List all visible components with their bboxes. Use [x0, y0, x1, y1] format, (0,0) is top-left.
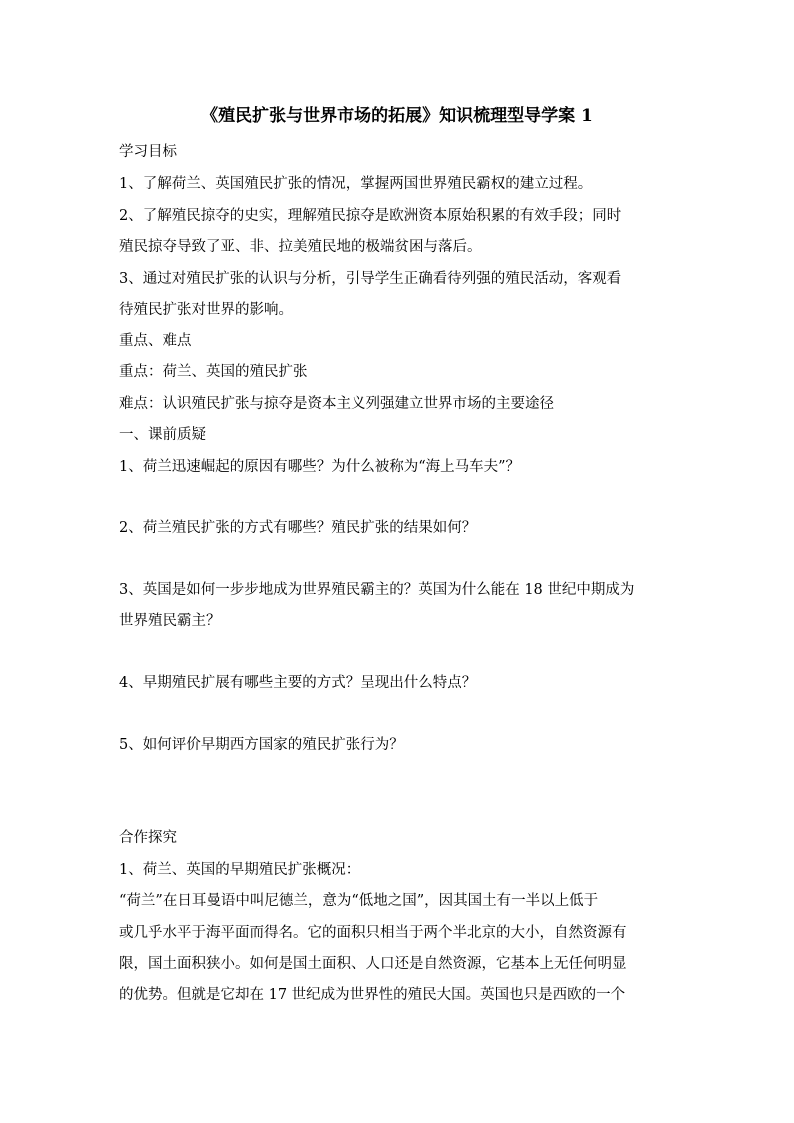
difficult-point: 难点：认识殖民扩张与掠夺是资本主义列强建立世界市场的主要途径: [119, 396, 554, 412]
objective-item-3-line-1: 3、通过对殖民扩张的认识与分析，引导学生正确看待列强的殖民活动，客观看: [119, 271, 622, 287]
inquiry-subheading: 1、荷兰、英国的早期殖民扩张概况：: [119, 862, 361, 878]
objective-item-1: 1、了解荷兰、英国殖民扩张的情况，掌握两国世界殖民霸权的建立过程。: [119, 176, 593, 192]
objective-item-2-line-2: 殖民掠夺导致了亚、非、拉美殖民地的极端贫困与落后。: [119, 239, 482, 255]
objectives-heading: 学习目标: [119, 144, 177, 160]
inquiry-paragraph-line-4: 的优势。但就是它却在 17 世纪成为世界性的殖民大国。英国也只是西欧的一个: [119, 987, 626, 1003]
preview-question-5: 5、如何评价早期西方国家的殖民扩张行为？: [119, 737, 404, 753]
inquiry-paragraph-line-3: 限，国土面积狭小。如何是国土面积、人口还是自然资源，它基本上无任何明显: [119, 956, 627, 972]
inquiry-paragraph-line-1: “荷兰”在日耳曼语中叫尼德兰，意为“低地之国”，因其国土有一半以上低于: [119, 893, 599, 909]
key-points-heading: 重点、难点: [119, 333, 192, 349]
preview-question-2: 2、荷兰殖民扩张的方式有哪些？殖民扩张的结果如何？: [119, 520, 477, 536]
preview-heading: 一、课前质疑: [119, 427, 206, 443]
preview-question-3-line-1: 3、英国是如何一步步地成为世界殖民霸主的？英国为什么能在 18 世纪中期成为: [119, 582, 635, 598]
objective-item-2-line-1: 2、了解殖民掠夺的史实，理解殖民掠夺是欧洲资本原始积累的有效手段；同时: [119, 208, 622, 224]
objective-item-3-line-2: 待殖民扩张对世界的影响。: [119, 302, 293, 318]
key-point: 重点：荷兰、英国的殖民扩张: [119, 364, 308, 380]
document-title: 《殖民扩张与世界市场的拓展》知识梳理型导学案 1: [201, 106, 593, 126]
preview-question-4: 4、早期殖民扩展有哪些主要的方式？呈现出什么特点？: [119, 675, 477, 691]
preview-question-1: 1、荷兰迅速崛起的原因有哪些？为什么被称为“海上马车夫”？: [119, 459, 521, 475]
inquiry-paragraph-line-2: 或几乎水平于海平面而得名。它的面积只相当于两个半北京的大小，自然资源有: [119, 925, 627, 941]
inquiry-heading: 合作探究: [119, 830, 177, 846]
preview-question-3-line-2: 世界殖民霸主？: [119, 613, 221, 629]
